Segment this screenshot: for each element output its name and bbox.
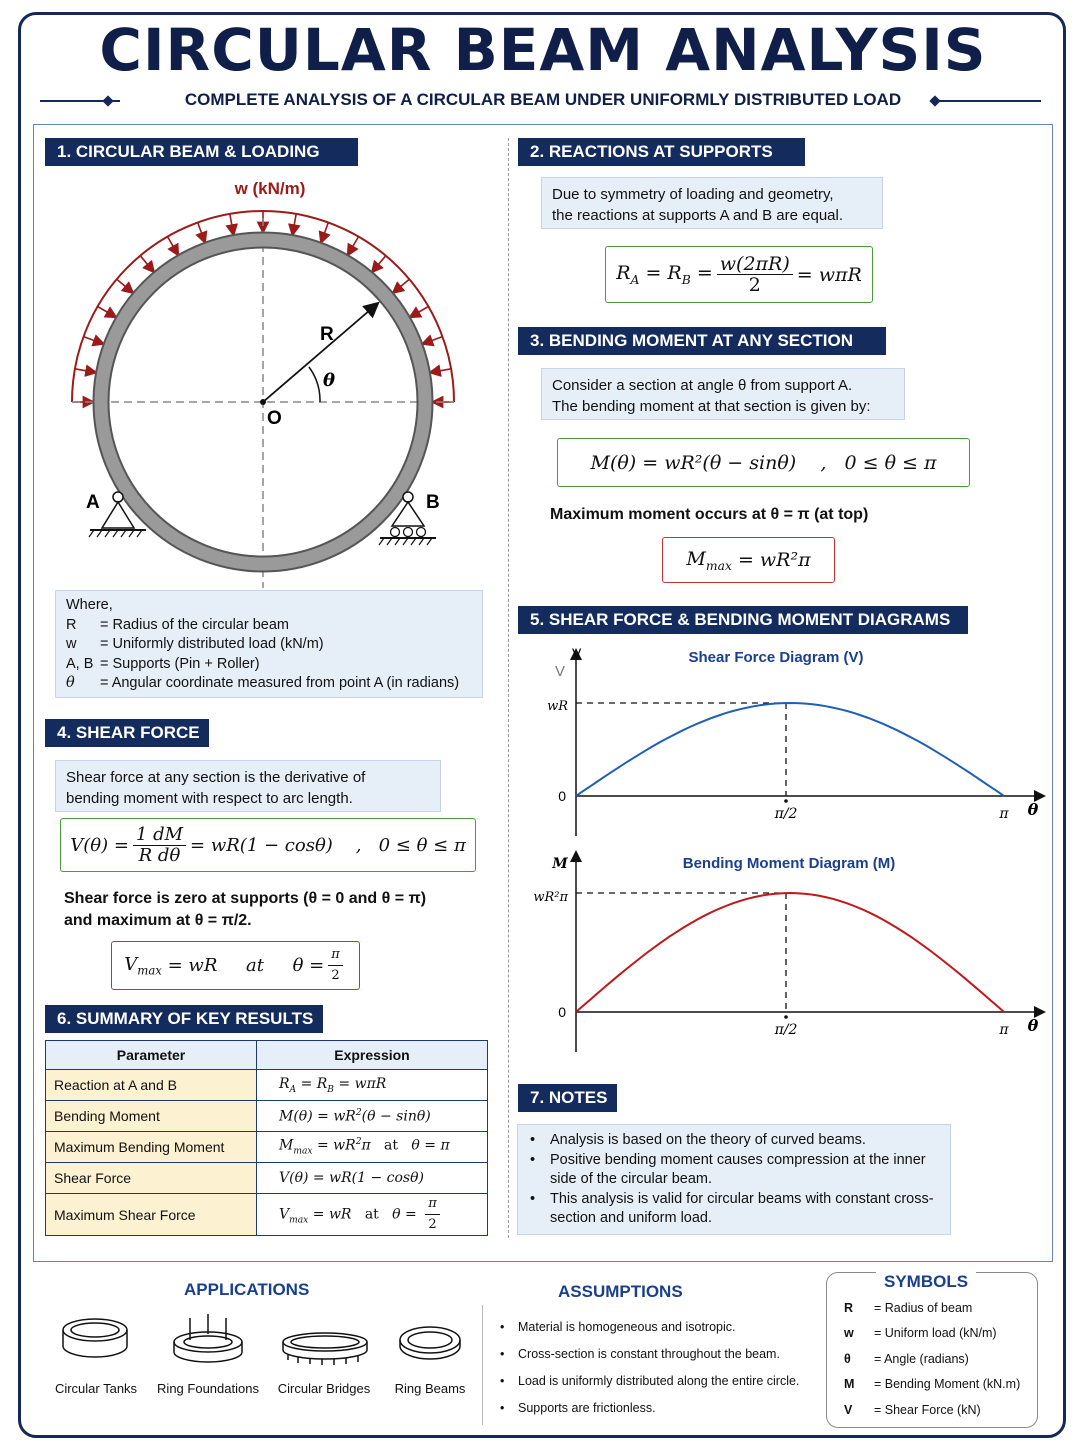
expression-cell: $M(\theta) = wR^2(\theta - \sin\theta)$	[257, 1101, 488, 1132]
shear-equation	[60, 818, 476, 872]
note-line: Shear force at any section is the derivative of	[66, 769, 366, 786]
list-item: • Supports are frictionless.	[500, 1395, 799, 1422]
param-cell: Maximum Shear Force	[46, 1194, 257, 1236]
list-item: • Positive bending moment causes compression at the inner side of the circular beam.	[530, 1151, 940, 1190]
note-item: Analysis is based on the theory of curved beams.	[550, 1132, 866, 1148]
load-arrow	[75, 369, 92, 372]
load-arrow	[414, 307, 429, 316]
symbol-desc: = Radius of beam	[874, 1301, 973, 1315]
applications-title: APPLICATIONS	[184, 1280, 310, 1299]
symbol-key: V	[844, 1403, 853, 1417]
expression-cell: $M_{max} = wR^2\pi$ at θ = π	[257, 1132, 488, 1163]
where-title: Where,	[66, 597, 113, 613]
bmd-curve	[576, 893, 1004, 1012]
sfd-title: Shear Force Diagram (V)	[688, 649, 864, 666]
symbol-desc: = Uniform load (kN/m)	[874, 1326, 997, 1340]
symbol-row	[844, 1377, 1020, 1391]
assumption-item: Cross-section is constant throughout the beam.	[518, 1347, 780, 1361]
load-label: w (kN/m)	[234, 179, 306, 198]
note-item: This analysis is valid for circular beams with constant cross-section and uniform load.	[550, 1190, 934, 1226]
symbol-key: R	[66, 616, 77, 633]
bridge-ring-icon	[283, 1333, 367, 1365]
eq-den: 2	[748, 274, 761, 296]
assumption-item: Load is uniformly distributed along the entire circle.	[518, 1374, 800, 1388]
note-line: the reactions at supports A and B are equal.	[552, 207, 844, 224]
notes-box	[517, 1124, 951, 1235]
sfd-x-axis-label: θ	[1027, 800, 1039, 819]
note-line: bending moment with respect to arc length.	[66, 790, 353, 807]
section4-header: 4. SHEAR FORCE	[45, 719, 209, 747]
angle-arc	[309, 367, 320, 402]
symbol-desc: = Supports (Pin + Roller)	[100, 655, 260, 672]
eq-fraction	[328, 945, 343, 986]
table-row	[46, 1163, 488, 1194]
load-arrow	[323, 223, 329, 239]
symbol-row	[844, 1403, 981, 1417]
assumption-item: Supports are frictionless.	[518, 1401, 656, 1415]
load-arrow	[293, 214, 296, 231]
symbol-key: θ	[844, 1352, 851, 1366]
list-item: • Cross-section is constant throughout the beam.	[500, 1341, 799, 1368]
table-row	[46, 1101, 488, 1132]
eq-part: = wR at θ =	[167, 955, 325, 976]
tank-icon	[63, 1319, 127, 1357]
application-label: Circular Bridges	[277, 1381, 371, 1396]
load-arrow	[427, 337, 443, 343]
symbol-desc: = Bending Moment (kN.m)	[874, 1377, 1021, 1391]
angle-label: θ	[323, 370, 336, 391]
table-row	[46, 1194, 488, 1236]
symbol-desc: = Angular coordinate measured from point A (in radians)	[100, 675, 460, 691]
eq-den: 2	[331, 968, 340, 983]
symbol-desc: = Radius of the circular beam	[100, 616, 289, 633]
where-row	[66, 674, 472, 694]
where-box	[55, 590, 483, 698]
section6-header: 6. SUMMARY OF KEY RESULTS	[45, 1005, 323, 1033]
shear-zero-line1: Shear force is zero at supports (θ = 0 and θ = π)	[64, 890, 427, 907]
page-subtitle: COMPLETE ANALYSIS OF A CIRCULAR BEAM UNDER UNIFORMLY DISTRIBUTED LOAD	[184, 90, 902, 109]
bmd-x-mid-label: π/2	[774, 1022, 798, 1038]
load-arrow	[140, 256, 151, 269]
bottom-divider	[482, 1305, 483, 1425]
center-point	[260, 399, 266, 405]
eq-part: V(θ) =	[70, 834, 129, 856]
list-item: • Analysis is based on the theory of curved beams.	[530, 1131, 940, 1151]
list-item: • This analysis is valid for circular beams with constant cross-section and uniform load.	[530, 1190, 940, 1229]
eq-den: R dθ	[138, 844, 181, 866]
load-arrow	[198, 223, 204, 239]
load-arrow	[396, 279, 409, 290]
radius-label: R	[320, 324, 334, 345]
list-item: • Material is homogeneous and isotropic.	[500, 1314, 799, 1341]
eq-fraction	[133, 825, 186, 866]
reactions-equation: $R_A = R_B$ = $\frac{w(2\pi R)}{2}$ = wπR	[605, 246, 873, 303]
moment-note	[541, 368, 905, 420]
sfd-curve	[576, 703, 1004, 796]
bmd-title: Bending Moment Diagram (M)	[682, 855, 896, 872]
eq-num: 1 dM	[133, 825, 186, 846]
ring-beam-icon	[400, 1327, 460, 1359]
load-arrow	[84, 337, 100, 343]
bmd-x-end-label: π	[999, 1022, 1009, 1038]
eq-num: w(2πR)	[717, 254, 793, 275]
subtitle-rule-right	[935, 100, 1041, 102]
table-header: Expression	[257, 1041, 488, 1070]
application-label: Ring Foundations	[157, 1381, 259, 1396]
symbol-row	[844, 1352, 969, 1366]
eq-num: π	[328, 945, 343, 966]
sfd-zero-label: 0	[558, 788, 566, 804]
column-divider	[508, 138, 509, 1238]
load-arrow	[117, 279, 130, 290]
sfd-peak-label: wR	[547, 699, 568, 714]
symbol-row	[844, 1326, 997, 1340]
param-cell: Maximum Bending Moment	[46, 1132, 257, 1163]
symbol-key: θ	[66, 675, 75, 691]
note-line: The bending moment at that section is given by:	[552, 398, 871, 415]
expression-cell: V(θ) = wR(1 − cosθ)	[257, 1163, 488, 1194]
table-header: Parameter	[46, 1041, 257, 1070]
radius-arrow	[263, 304, 377, 402]
assumptions-list	[500, 1314, 799, 1422]
bmd-x-axis-label: θ	[1027, 1016, 1039, 1035]
bmd-y-label: M	[552, 856, 568, 872]
bmd-zero-label: 0	[558, 1004, 566, 1020]
section7-header: 7. NOTES	[518, 1084, 617, 1112]
moment-equation: M(θ) = wR²(θ − sinθ) , 0 ≤ θ ≤ π	[557, 438, 970, 487]
table-row	[46, 1132, 488, 1163]
note-item: Positive bending moment causes compression at the inner side of the circular beam.	[550, 1151, 926, 1187]
center-label: O	[267, 408, 282, 429]
param-cell: Reaction at A and B	[46, 1070, 257, 1101]
symbol-row	[844, 1301, 972, 1315]
section2-header: 2. REACTIONS AT SUPPORTS	[518, 138, 805, 166]
note-line: Consider a section at angle θ from support A.	[552, 377, 853, 394]
where-row	[66, 635, 472, 655]
section5-header: 5. SHEAR FORCE & BENDING MOMENT DIAGRAMS	[518, 606, 968, 634]
symbol-key: M	[844, 1377, 855, 1391]
eq-part: = wR(1 − cosθ) , 0 ≤ θ ≤ π	[190, 834, 466, 856]
sfd-bmd-charts	[520, 640, 1050, 1060]
param-cell: Shear Force	[46, 1163, 257, 1194]
application-label: Circular Tanks	[54, 1381, 138, 1396]
section1-header: 1. CIRCULAR BEAM & LOADING	[45, 138, 358, 166]
symbols-title: SYMBOLS	[876, 1272, 976, 1292]
ring-foundation-icon	[174, 1314, 242, 1362]
load-arrow	[350, 237, 359, 252]
max-moment-equation: $M_{max}$ = wR²π	[662, 537, 835, 583]
symbol-key: w	[66, 636, 77, 652]
eq-part: = wR²π	[737, 549, 811, 571]
sfd-x-end-label: π	[999, 806, 1009, 822]
expression-cell: $R_A = R_B = w\pi R$	[257, 1070, 488, 1101]
symbol-key: R	[844, 1301, 854, 1315]
load-arrow	[375, 256, 386, 269]
table-row	[46, 1070, 488, 1101]
where-row	[66, 655, 472, 675]
note-line: Due to symmetry of loading and geometry,	[552, 186, 834, 203]
eq-part: = wπR	[796, 263, 862, 286]
symbol-desc: = Angle (radians)	[874, 1352, 969, 1366]
reactions-note	[541, 177, 883, 229]
page-title: CIRCULAR BEAM ANALYSIS	[99, 16, 987, 84]
tick-dot	[784, 1015, 788, 1019]
sfd-y-label: V	[572, 645, 582, 661]
load-arrow	[168, 237, 177, 252]
support-b-label: B	[426, 492, 440, 513]
max-shear-equation: $V_{max}$ = wR at θ = $\frac{\pi}{2}$	[111, 941, 360, 990]
sfd-x-mid-label: π/2	[774, 806, 798, 822]
support-a-label: A	[86, 492, 100, 513]
assumptions-title: ASSUMPTIONS	[558, 1282, 683, 1301]
list-item: • Load is uniformly distributed along the entire circle.	[500, 1368, 799, 1395]
load-arrow	[230, 214, 233, 231]
max-moment-text: Maximum moment occurs at θ = π (at top)	[550, 506, 869, 523]
param-cell: Bending Moment	[46, 1101, 257, 1132]
circular-beam-diagram	[50, 170, 490, 590]
shear-note	[55, 760, 441, 812]
summary-table	[45, 1040, 488, 1236]
symbol-desc: = Uniformly distributed load (kN/m)	[100, 636, 324, 652]
sfd-y-label-alt: V	[555, 663, 566, 680]
assumption-item: Material is homogeneous and isotropic.	[518, 1320, 736, 1334]
shear-zero-line2: and maximum at θ = π/2.	[64, 912, 252, 929]
load-arrow	[98, 307, 113, 316]
symbol-key: A, B	[66, 655, 94, 672]
where-row	[66, 616, 472, 636]
symbol-key: w	[844, 1326, 854, 1340]
bmd-peak-label: wR²π	[533, 890, 568, 905]
eq-fraction	[717, 254, 793, 295]
expression-cell: $V_{max}$ = wR at θ = $\frac{\pi}{2}$	[257, 1194, 488, 1236]
application-label: Ring Beams	[394, 1381, 466, 1396]
application-icons	[50, 1310, 480, 1380]
symbol-desc: = Shear Force (kN)	[874, 1403, 981, 1417]
section3-header: 3. BENDING MOMENT AT ANY SECTION	[518, 327, 886, 355]
load-arrow	[434, 369, 451, 372]
tick-dot	[784, 799, 788, 803]
